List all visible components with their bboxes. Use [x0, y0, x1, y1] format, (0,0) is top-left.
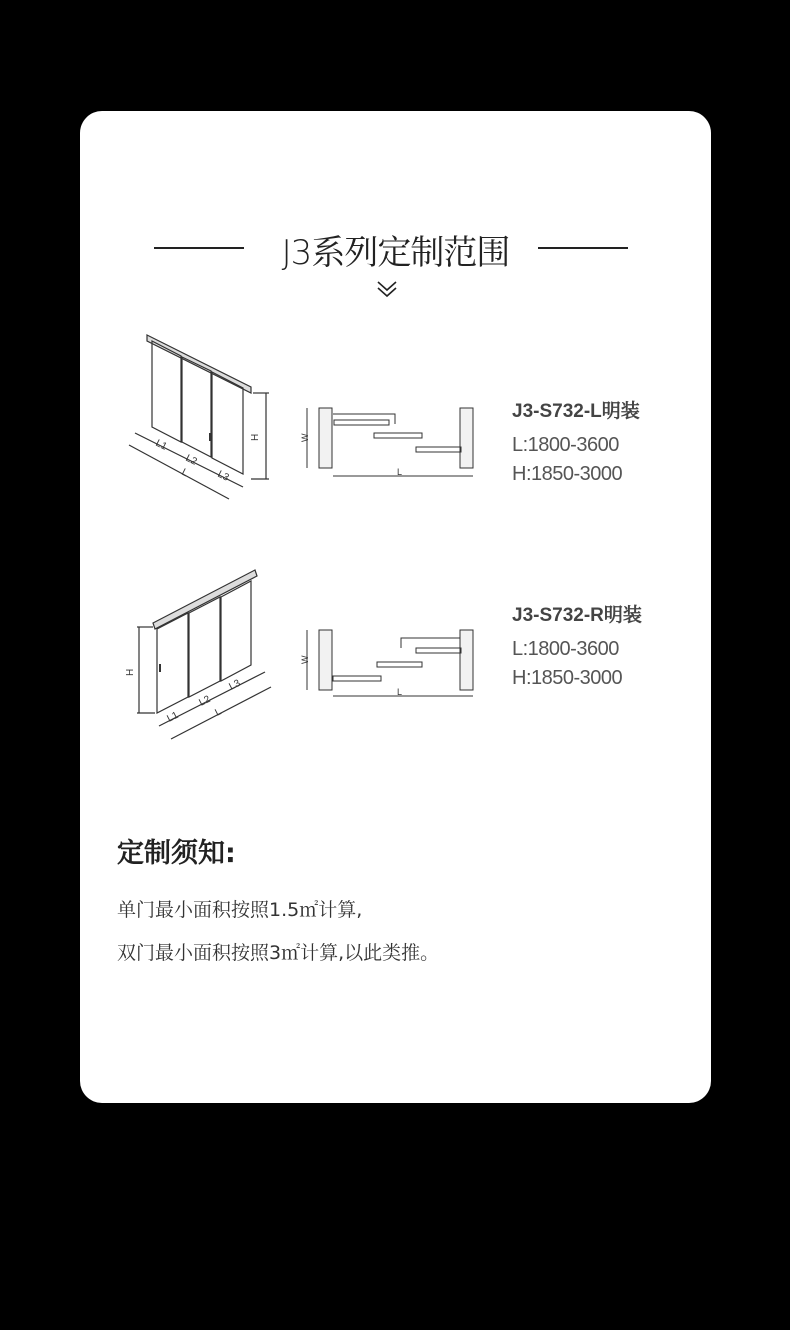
section-title: J3系列定制范围	[281, 233, 510, 273]
content-card	[80, 111, 711, 1103]
model-info-right-mount	[512, 600, 642, 693]
dim-label-l2-2: L2	[197, 693, 213, 709]
dim-label-l-2: L	[213, 706, 224, 719]
length-range: L:1800-3600	[512, 434, 619, 456]
height-range: H:1850-3000	[512, 667, 623, 689]
door-perspective-diagram-left	[125, 333, 285, 508]
dim-label-l3-2: L3	[227, 677, 243, 693]
model-info-left-mount	[512, 396, 640, 489]
door-plan-diagram-right	[300, 626, 480, 701]
model-name: J3-S732-R明装	[512, 605, 642, 626]
dim-label-h-2: H	[125, 668, 136, 676]
dim-label-h: H	[250, 433, 261, 441]
plan-label-w: W	[300, 433, 310, 442]
plan-label-l-2: L	[397, 687, 403, 697]
dim-label-l1: L1	[153, 437, 169, 453]
length-range: L:1800-3600	[512, 638, 619, 660]
notice-title: 定制须知:	[117, 838, 236, 869]
dim-label-l2: L2	[183, 452, 199, 468]
height-range: H:1850-3000	[512, 463, 623, 485]
door-plan-diagram-left	[300, 406, 480, 481]
dim-label-l3: L3	[215, 468, 231, 484]
plan-label-l: L	[397, 467, 403, 477]
title-divider-right	[538, 247, 628, 249]
dim-label-l1-2: L1	[165, 709, 181, 725]
dim-label-l: L	[179, 466, 190, 480]
notice-line-single-door: 单门最小面积按照1.5㎡计算,	[117, 899, 363, 921]
notice-line-double-door: 双门最小面积按照3㎡计算,以此类推。	[117, 942, 440, 964]
plan-label-w-2: W	[300, 655, 310, 664]
double-chevron-down-icon	[377, 279, 397, 299]
door-perspective-diagram-right	[125, 566, 285, 741]
model-name: J3-S732-L明装	[512, 401, 640, 422]
